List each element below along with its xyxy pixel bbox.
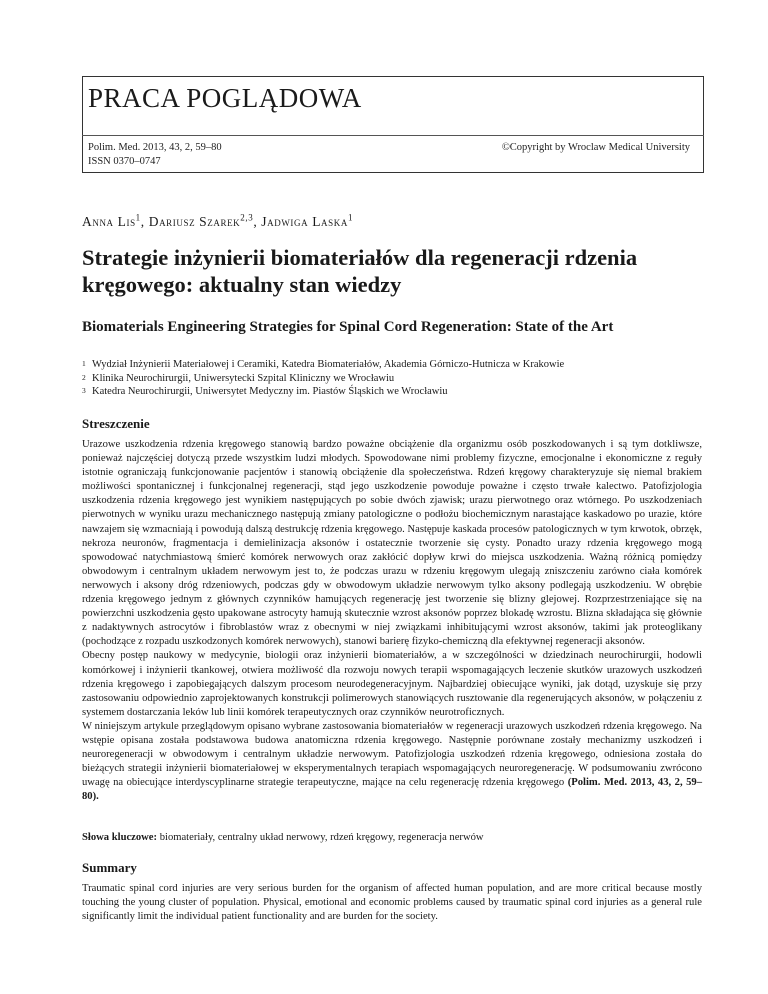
streszczenie-heading: Streszczenie [82, 416, 150, 431]
summary-body [82, 882, 702, 924]
keywords-text: biomateriały, centralny układ nerwowy, rdzeń kręgowy, regeneracja nerwów [159, 832, 484, 843]
affiliation-item: 2 Klinika Neurochirurgii, Uniwersytecki Szpital Kliniczny we Wrocławiu [82, 372, 395, 384]
author: Jadwiga Laska$^1$ [261, 212, 354, 229]
abstract-paragraph: W niniejszym artykule przeglądowym opisano wybrane zastosowania biomateriałów w regeneracji urazowych uszkodzeń rdzenia kręgowego. Na wstępie opisana została podstawowa budowa anatomiczna rdzenia kręgowego. Następnie porównane zostały mechanizmy uszkodzeń i neuroregeneracji w obwodowym i centralnym układzie nerwowym. Patofizjologia uszkodzeń rdzenia kręgowego, odniesiona została do bieżących strategii inżynierii biomateriałowej w eksperymentalnych terapiach wspomagających neuroregenerację. W podsumowaniu zwrócono uwagę na obiecujące interdyscyplinarne strategie terapeutyczne, mające na celu regenerację rdzenia kręgowego (Polim. Med. 2013, 43, 2, 59–80). [82, 720, 702, 803]
author: Anna Lis$^1$, [82, 212, 149, 229]
affiliation-item: 1 Wydział Inżynierii Materiałowej i Ceramiki, Katedra Biomateriałów, Akademia Górniczo-Hutnicza w Krakowie [82, 359, 565, 370]
streszczenie-body [82, 438, 702, 804]
article-title-polish: Strategie inżynierii biomateriałów dla regeneracji rdzenia kręgowego: aktualny stan wiedzy [82, 245, 638, 297]
section-type-heading: PRACA POGLĄDOWA [88, 83, 362, 113]
abstract-citation: (Polim. Med. 2013, 43, 2, 59–80). [82, 777, 702, 803]
author: Dariusz Szarek$^{2,3}$, [148, 212, 262, 229]
abstract-paragraph: Urazowe uszkodzenia rdzenia kręgowego stanowią bardzo poważne obciążenie dla organizmu osób poszkodowanych i są tym dotkliwsze, ponieważ najczęściej dotyczą przede wszystkim ludzi młodych. Spowodowane nimi problemy fizyczne, emocjonalne i ekonomiczne z reguły istotnie ograniczają funkcjonowanie pacjentów i stanowią obciążenie dla społeczeństwa. Rdzeń kręgowy charakteryzuje się niemal brakiem możliwości spontanicznej i funkcjonalnej regeneracji, stąd jego uszkodzenie powoduje poważne i często trwałe kalectwo. Patofizjologia uszkodzenia rdzenia kręgowego jest wynikiem następujących po sobie dwóch zjawisk; urazu pierwotnego oraz wtórnego. Po uszkodzeniach pierwotnych w wyniku urazu mechanicznego następują zmiany patologiczne o podłożu biochemicznym narastające kaskadowo po urazie, które nawzajem się wzmacniają i powodują dalszą destrukcję rdzenia kręgowego. Następuje kaskada procesów patologicznych w tym krwotok, obrzęk, nekroza neuronów, fragmentacja i demielinizacja aksonów i ostatecznie tworzenie się cysty. Ponadto urazy rdzenia kręgowego mogą spowodować natychmiastową śmierć komórek nerwowych oraz zakłócić dopływ krwi do miejsca uszkodzenia. Ważną różnicą pomiędzy obwodowym i centralnym układem nerwowym jest to, że podczas urazu w rdzeniu kręgowym ulegają zniszczeniu zarówno ciała komórek nerwowych i aksony dróg rdzeniowych, podczas gdy w obwodowym układzie nerwowym tylko aksony podlegają uszkodzeniu. W obrębie rdzenia kręgowego jednym z głównych czynników hamujących regenerację jest tworzenie się blizny glejowej. Rozprzestrzeniające się na powierzchni uszkodzenia gęsto upakowane astrocyty hamują skutecznie wzrost aksonów poprzez blokadę wzrostu. Blizna składająca się głównie z nadaktywnych astrocytów i fibroblastów wraz z obecnymi w niej związkami inhibitującymi wzrost aksonów, takimi jak proteoglikany (pochodzące z rozpadu uszkodzonych komórek nerwowych), stanowi barierę fizyko-chemiczną dla efektywnej regeneracji aksonów. [82, 439, 702, 648]
journal-citation: Polim. Med. 2013, 43, 2, 59–80 [88, 142, 222, 153]
summary-paragraph: Traumatic spinal cord injuries are very serious burden for the organism of affected human population, and are more critical because mostly touching the young cluster of population. Physical, emotional and economic problems caused by traumatic spinal cord injuries as a general rule significantly limit the individual patient functionality and are burden for the society. [82, 883, 702, 923]
summary-heading: Summary [82, 860, 137, 875]
affiliation-item: 3 Katedra Neurochirurgii, Uniwersytet Medyczny im. Piastów Śląskich we Wrocławiu [82, 386, 448, 397]
journal-issn: ISSN 0370–0747 [88, 156, 161, 167]
abstract-paragraph: Obecny postęp naukowy w medycynie, biologii oraz inżynierii biomateriałów, a w szczególności w dziedzinach neurochirurgii, hodowli komórkowej i inżynierii tkankowej, otwiera możliwość dla rozwoju nowych terapii wspomagających leczenie skutków urazowych uszkodzeń rdzenia kręgowego i zapobiegających dalszym procesom neurodegeneracyjnym. Najbardziej obiecujące wyniki, jak dotąd, uzyskuje się przy zastosowaniu odpowiednio zaprojektowanych konstrukcji polimerowych stanowiących rusztowanie dla regenerujących aksonów, w połączeniu z systemem dostarczania leków lub linii komórek terapeutycznych oraz czynników neurotroficznych. [82, 650, 702, 718]
affiliation-list [82, 358, 712, 399]
article-title-english: Biomaterials Engineering Strategies for Spinal Cord Regeneration: State of the Art [82, 319, 614, 335]
copyright-notice: ©Copyright by Wroclaw Medical University [501, 142, 690, 153]
keywords-label: Słowa kluczowe: [82, 832, 158, 843]
header-divider [82, 135, 704, 136]
author-list [82, 212, 353, 230]
keywords-line [82, 831, 702, 845]
